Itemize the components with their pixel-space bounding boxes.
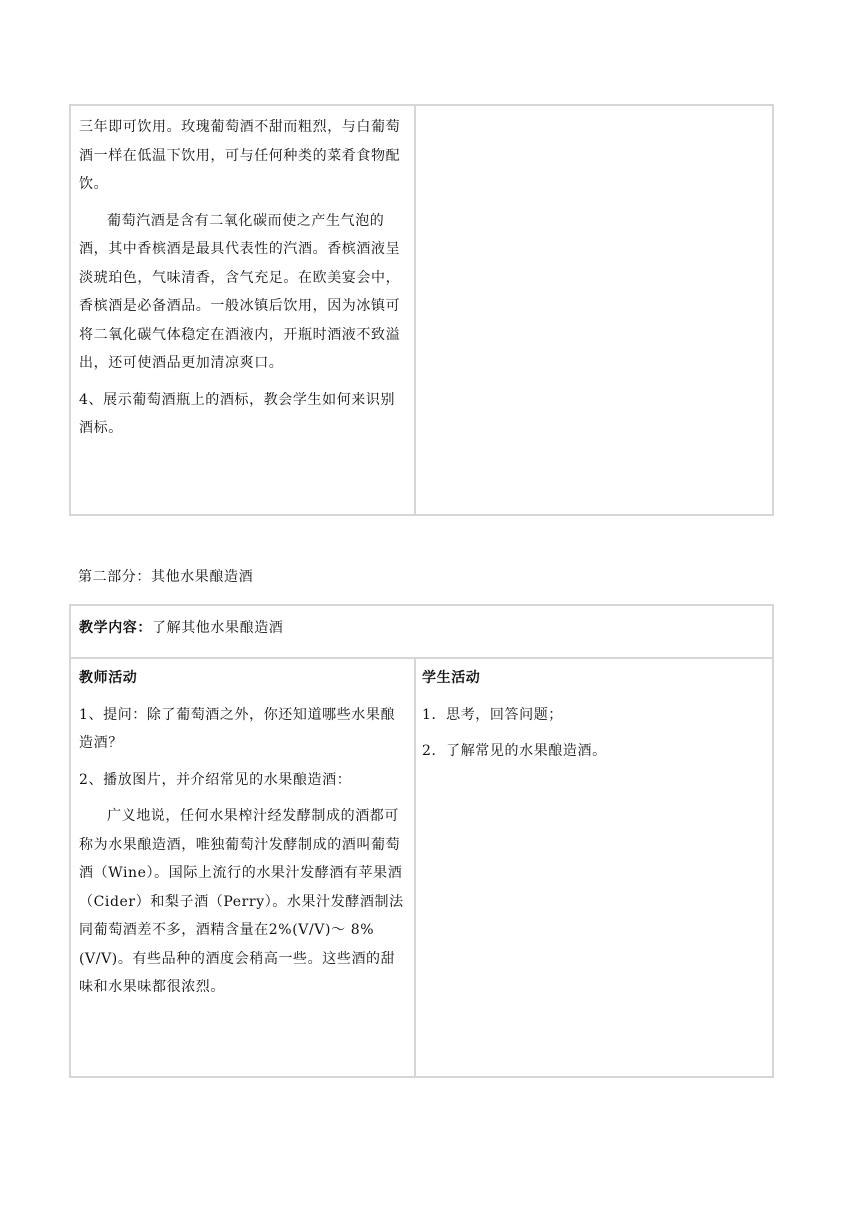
paragraph-sparkling-wine: 葡萄汽酒是含有二氧化碳而使之产生气泡的酒，其中香槟酒是最具代表性的汽酒。香槟酒液呈淡琥珀色，气味清香，含气充足。在欧美宴会中，香槟酒是必备酒品。一般冰镇后饮用，因为冰镇可将二氧化碳气体稳定在酒液内，开瓶时酒液不致溢出，还可使酒品更加清凉爽口。: [79, 212, 401, 371]
lesson-table-fruit-wine: [69, 604, 774, 1078]
teaching-content-row: [79, 614, 759, 643]
row-divider: [71, 657, 772, 659]
teacher-activity-header: 教师活动: [79, 670, 138, 686]
lesson-table-wine: [69, 104, 774, 516]
teaching-content-label: 教学内容：: [79, 620, 152, 636]
teacher-activity-cell: [79, 113, 409, 443]
teaching-content-text: 了解其他水果酿造酒: [152, 620, 284, 636]
teacher-item-question: 1、提问：除了葡萄酒之外，你还知道哪些水果酿造酒？: [79, 706, 396, 751]
student-activity-cell: [422, 664, 762, 766]
student-item-think: 1．思考，回答问题；: [422, 706, 563, 723]
teacher-item-explanation: 广义地说，任何水果榨汁经发酵制成的酒都可称为水果酿造酒，唯独葡萄汁发酵制成的酒叫葡萄酒（Wine）。国际上流行的水果汁发酵酒有苹果酒（Cider）和梨子酒（Perry）。水果汁发酵酒制法同葡萄酒差不多，酒精含量在2%(V/V)～ 8%(V/V)。有些品种的酒度会稍高一些。这些酒的甜味和水果味都很浓烈。: [79, 808, 404, 995]
section-heading: 第二部分：其他水果酿造酒: [78, 569, 254, 585]
teacher-item-pictures: 2、播放图片，并介绍常见的水果酿造酒：: [79, 771, 352, 788]
column-divider: [414, 659, 416, 1076]
column-divider: [414, 106, 416, 514]
student-activity-header: 学生活动: [422, 670, 481, 686]
paragraph-rose-wine: 三年即可饮用。玫瑰葡萄酒不甜而粗烈，与白葡萄酒一样在低温下饮用，可与任何种类的菜肴食物配饮。: [79, 119, 401, 192]
student-item-learn: 2．了解常见的水果酿造酒。: [422, 743, 607, 759]
paragraph-wine-label: 4、展示葡萄酒瓶上的酒标，教会学生如何来识别酒标。: [79, 391, 396, 436]
teacher-activity-cell: [79, 664, 409, 1002]
